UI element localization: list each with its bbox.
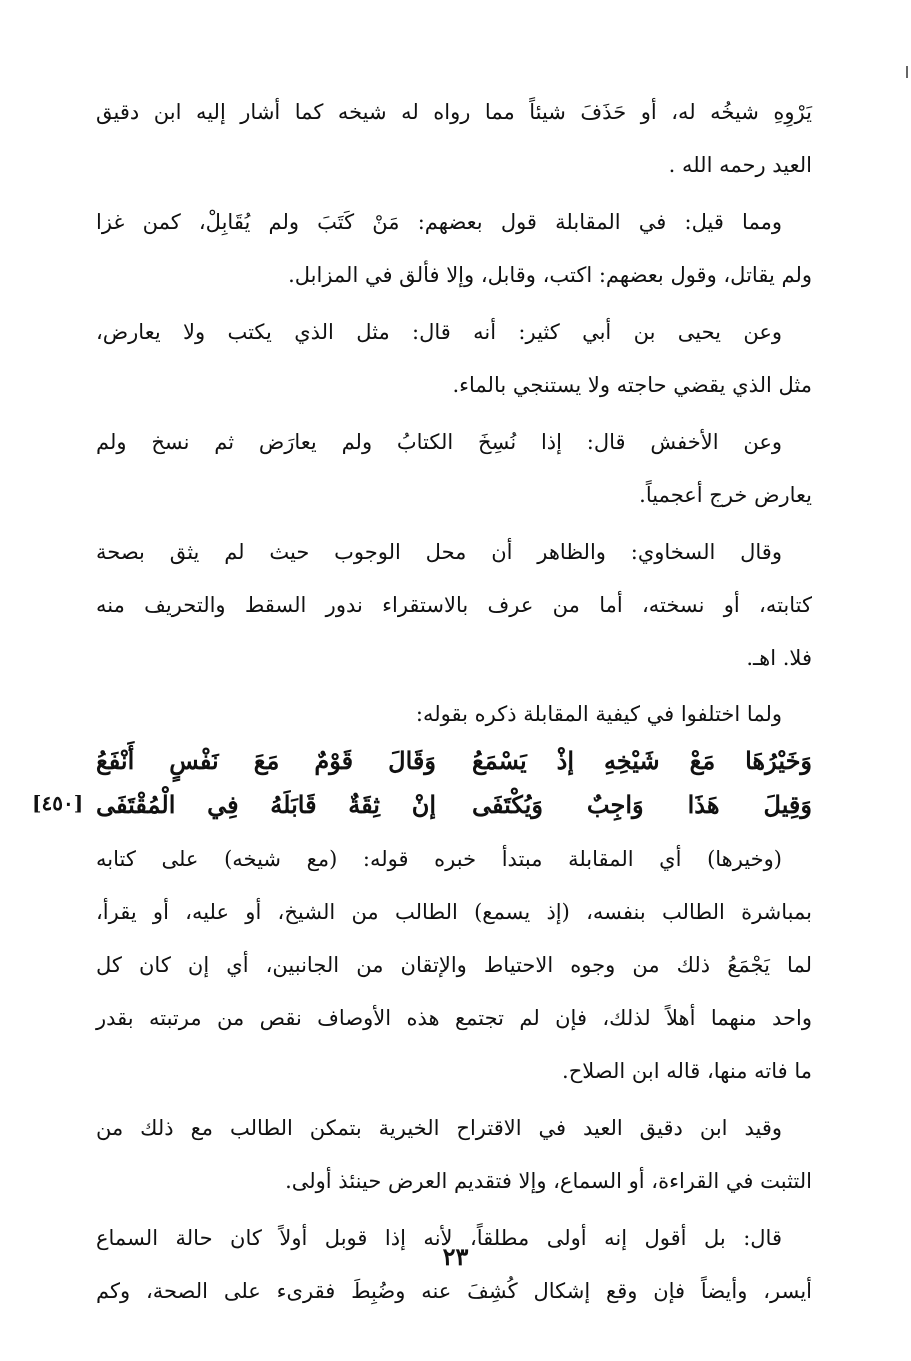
- text-line: ومما قيل: في المقابلة قول بعضهم: مَنْ كَتَبَ ولم يُقَابِلْ، كمن غزا: [96, 210, 782, 234]
- text-line: قال: بل أقول إنه أولى مطلقاً، لأنه إذا قوبل أولاً كان حالة السماع: [96, 1226, 782, 1250]
- verse-first-hemistich: وَقِيلَ هَذَا وَاجِبٌ وَيُكْتَفَى: [472, 790, 812, 819]
- verse-second-hemistich: وَقَالَ قَوْمٌ مَعَ نَفْسٍ أَنْفَعُ: [96, 746, 436, 775]
- verse-first-hemistich: وَخَيْرُهَا مَعْ شَيْخِهِ إذْ يَسْمَعُ: [472, 746, 812, 775]
- page-edge-mark: [906, 66, 908, 78]
- verse-line: [96, 739, 812, 783]
- text-line: ولم يقاتل، وقول بعضهم: اكتب، وقابل، وإلا فألق في المزابل.: [288, 263, 812, 287]
- text-line: كتابته، أو نسخته، أما من عرف بالاستقراء ندور السقط والتحريف منه: [96, 593, 812, 617]
- text-line: وقيد ابن دقيق العيد في الاقتراح الخيرية بتمكن الطالب مع ذلك من: [96, 1116, 782, 1140]
- text-line: يَرْوِهِ شيخُه له، أو حَذَفَ شيئاً مما رواه له شيخه كما أشار إليه ابن دقيق: [96, 100, 812, 124]
- paragraph-muqabala-sayings: [96, 196, 812, 302]
- verse-second-hemistich: إنْ ثِقَةٌ قَابَلَهُ فِي الْمُقْتَفَى: [96, 790, 436, 819]
- text-line: التثبت في القراءة، أو السماع، وإلا فتقديم العرض حينئذ أولى.: [285, 1169, 812, 1193]
- paragraph-continuation: [96, 86, 812, 192]
- verse-line: [96, 783, 812, 827]
- text-line: أيسر، وأيضاً فإن وقع إشكال كُشِفَ عنه وضُبِطَ فقرىء على الصحة، وكم: [96, 1279, 812, 1303]
- text-line: لما يَجْمَعُ ذلك من وجوه الاحتياط والإتقان من الجانبين، أي إن كان كل: [96, 953, 812, 977]
- text-line: يعارض خرج أعجمياً.: [639, 483, 812, 507]
- text-line: بمباشرة الطالب بنفسه، (إذ يسمع) الطالب من الشيخ، أو عليه، أو يقرأ،: [96, 900, 812, 924]
- text-line: واحد منهما أهلاً لذلك، فإن لم تجتمع هذه الأوصاف نقص من مرتبته بقدر: [96, 1006, 812, 1030]
- text-line: العيد رحمه الله .: [668, 153, 812, 177]
- text-line: فلا. اهـ.: [746, 646, 812, 670]
- text-line: مثل الذي يقضي حاجته ولا يستنجي بالماء.: [452, 373, 812, 397]
- text-line: (وخيرها) أي المقابلة مبتدأ خبره قوله: (مع شيخه) على كتابه: [96, 847, 782, 871]
- poem-verses: [32, 739, 812, 827]
- paragraph-akhfash: [96, 416, 812, 522]
- paragraph-sakhawi: [96, 526, 812, 685]
- text-line: وعن الأخفش قال: إذا نُسِخَ الكتابُ ولم يعارَض ثم نسخ ولم: [96, 430, 782, 454]
- text-line: وعن يحيى بن أبي كثير: أنه قال: مثل الذي يكتب ولا يعارض،: [96, 320, 782, 344]
- page-number: ٢٣: [442, 1242, 469, 1271]
- paragraph-yahya: [96, 306, 812, 412]
- paragraph-commentary-best: [96, 833, 812, 1098]
- verse-number: [٤٥٠]: [32, 791, 84, 815]
- text-line: وقال السخاوي: والظاهر أن محل الوجوب حيث لم يثق بصحة: [96, 540, 782, 564]
- text-line: ما فاته منها، قاله ابن الصلاح.: [562, 1059, 812, 1083]
- paragraph-ibn-daqiq: [96, 1102, 812, 1208]
- page-body: [32, 86, 812, 1322]
- verse-intro: ولما اختلفوا في كيفية المقابلة ذكره بقوله:: [415, 702, 782, 726]
